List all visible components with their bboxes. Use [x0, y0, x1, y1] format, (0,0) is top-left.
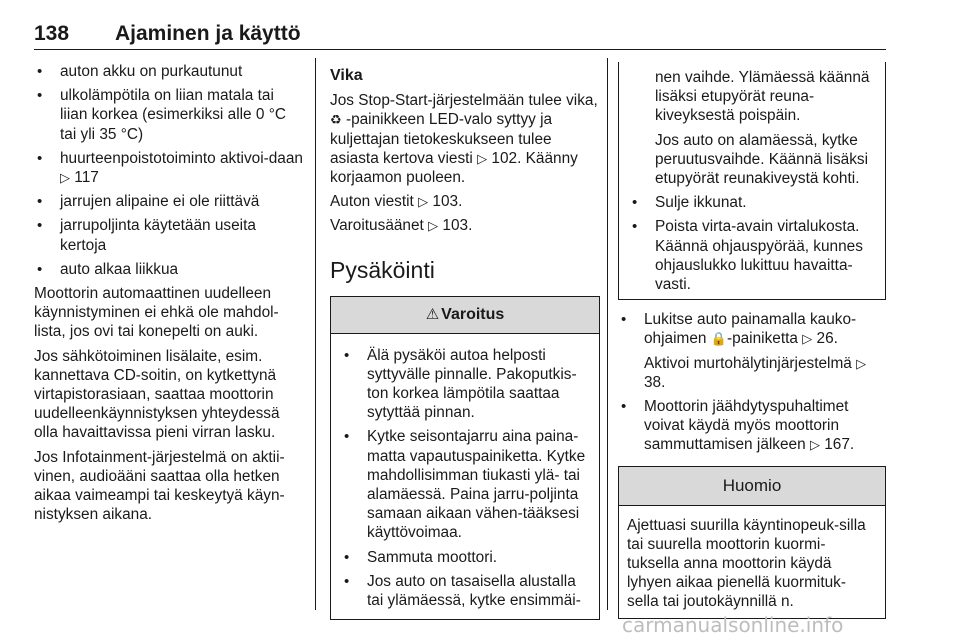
paragraph: Moottorin automaattinen uudelleen käynnistyminen ei ehkä ole mahdol-lista, jos ovi tai konepelti on auki.	[34, 285, 279, 341]
page-title: Ajaminen ja käyttö	[115, 22, 301, 45]
page-ref[interactable]: 102	[491, 149, 518, 167]
note-box	[618, 466, 886, 619]
list-item: • Sulje ikkunat.	[629, 193, 875, 212]
paragraph: Jos Infotainment-järjestelmä on aktii-vinen, audioääni saattaa olla hetken aikaa vaimeampi tai keskeytyä käyn-nistyksen aikana.	[34, 448, 285, 524]
eco-stop-start-icon: ♻	[330, 112, 342, 128]
list-item: • auton akku on purkautunut	[34, 62, 304, 81]
reference-arrow-icon: ▷	[60, 170, 70, 186]
column-2	[330, 62, 600, 620]
paragraph: Varoitusäänet ▷ 103.	[330, 217, 473, 235]
list-item: • ulkolämpötila on liian matala tai liian korkea (esimerkiksi alle 0 °C tai yli 35 °C)	[34, 86, 304, 144]
list-item: • Lukitse auto painamalla kauko-ohjaimen 🔒-painiketta ▷ 26.	[618, 310, 886, 348]
warning-box-continued	[618, 62, 886, 300]
reference-arrow-icon: ▷	[802, 331, 813, 347]
list-item: • Poista virta-avain virtalukosta. Käännä ohjauspyörää, kunnes ohjauslukko lukittuu havaitta-vasti.	[629, 217, 875, 294]
reference-arrow-icon: ▷	[856, 355, 867, 371]
warning-triangle-icon: ⚠	[425, 306, 440, 324]
page-header	[34, 20, 886, 50]
reference-arrow-icon: ▷	[809, 437, 820, 453]
section-heading: Vika	[330, 67, 363, 84]
paragraph: Jos Stop-Start-järjestelmään tulee vika, ♻ -painikkeen LED-valo syttyy ja kuljettajan tietokeskukseen tulee asiasta kertova viesti ▷ 102. Käänny korjaamon puoleen.	[330, 92, 598, 187]
page-ref[interactable]: 38.	[644, 373, 666, 391]
page-ref[interactable]: 117	[74, 169, 99, 187]
list-item: • Moottorin jäähdytyspuhaltimet voivat käydä myös moottorin sammuttamisen jälkeen ▷ 167.	[618, 397, 886, 455]
lock-icon: 🔒	[710, 331, 727, 347]
header-rule	[34, 49, 886, 50]
note-box-header: Huomio	[619, 466, 885, 506]
list-item: • huurteenpoistotoiminto aktivoi-daan ▷ 117	[34, 149, 304, 187]
column-3	[618, 62, 886, 619]
note-box-body: Ajettuasi suurilla käyntinopeuk-silla tai suurella moottorin kuormi-tuksella anna moottorin käydä lyhyen aikaa pienellä kuormituk-sella tai joutokäynnillä n.	[627, 516, 866, 611]
paragraph: Aktivoi murtohälytinjärjestelmä ▷ 38.	[644, 354, 867, 391]
page-ref[interactable]: 103.	[432, 193, 463, 211]
page-ref[interactable]: 26.	[816, 330, 838, 348]
list-item: • jarrujen alipaine ei ole riittävä	[34, 192, 304, 211]
warning-box-body	[331, 334, 599, 620]
section-heading: Pysäköinti	[330, 256, 435, 283]
paragraph: nen vaihde. Ylämäessä käännä lisäksi etupyörät reuna-kiveyksestä poispäin.	[655, 69, 870, 125]
watermark: carmanualsonline.info	[622, 613, 844, 637]
list-item: • Jos auto on tasaisella alustalla tai ylämäessä, kytke ensimmäi-	[341, 572, 589, 610]
list-item: • Sammuta moottori.	[341, 548, 589, 567]
warning-box-body	[619, 62, 885, 294]
warning-box	[330, 296, 600, 621]
list-item: • jarrupoljinta käytetään useita kertoja	[34, 216, 304, 254]
column-1	[34, 62, 304, 529]
list-item: • Kytke seisontajarru aina paina-matta vapautuspainiketta. Kytke mahdollisimman tiukasti ylä- tai alamäessä. Paina jarru-poljinta samaan aikaan vähen-tääksesi käyttövoimaa.	[341, 427, 589, 542]
page-ref[interactable]: 103.	[442, 217, 473, 235]
reference-arrow-icon: ▷	[428, 218, 439, 234]
warning-box-header: ⚠ Varoitus	[331, 296, 599, 334]
paragraph: Auton viestit ▷ 103.	[330, 193, 463, 211]
column-divider	[315, 58, 316, 610]
paragraph: Jos sähkötoiminen lisälaite, esim. kannettava CD-soitin, on kytkettynä virtapistorasiaan, saattaa moottorin uudelleenkäynnistyksen yhteydessä olla havaittavissa pieni virran lasku.	[34, 347, 280, 442]
list-item: • auto alkaa liikkua	[34, 260, 304, 279]
list-item: • Älä pysäköi autoa helposti syttyvälle pinnalle. Pakoputkis-ton korkea lämpötila saattaa sytyttää pinnan.	[341, 346, 589, 423]
page-ref[interactable]: 167.	[824, 436, 855, 454]
column-divider	[607, 58, 608, 610]
page-number: 138	[34, 22, 70, 45]
paragraph: Jos auto on alamäessä, kytke peruutusvaihde. Käännä lisäksi etupyörät reunakiveystä kohti.	[655, 131, 869, 188]
reference-arrow-icon: ▷	[477, 150, 488, 166]
reference-arrow-icon: ▷	[418, 194, 429, 210]
